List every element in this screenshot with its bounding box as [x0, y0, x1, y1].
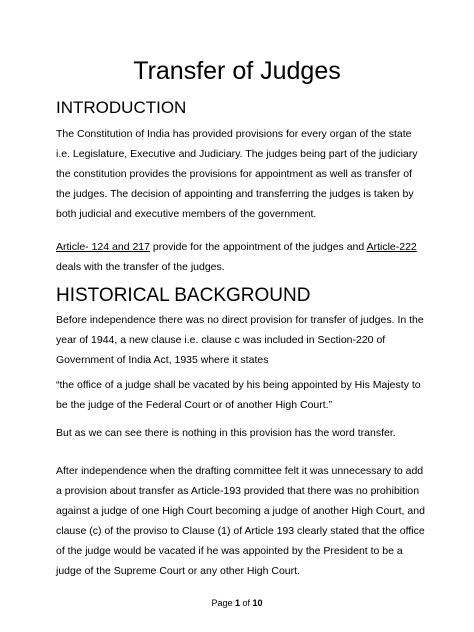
- introduction-paragraph: The Constitution of India has provided provisions for every organ of the state i.e. Legislature, Executive and Judiciary. The judges being part of the judiciary the constitution provides the provisions for appointment as well as transfer of the judges. The decision of appointing and transferring the judges is taken by both judicial and executive members of the government.: [56, 128, 418, 220]
- page-total: 10: [252, 598, 263, 608]
- historical-paragraph-1: Before independence there was no direct provision for transfer of judges. In the year of 1944, a new clause i.e. clause c was included in Section-220 of Government of India Act, 1935 where it states: [56, 314, 424, 366]
- historical-paragraph-4: After independence when the drafting committee felt it was unnecessary to add a provision about transfer as Article-193 provided that there was no prohibition against a judge of one High Court becoming a judge of another High Court, and clause (c) of the proviso to Clause (1) of Article 193 clearly stated that the office of the judge would be vacated if he was appointed by the President to be a judge of the Supreme Court or any other High Court.: [56, 465, 425, 577]
- page-footer: [0, 597, 474, 609]
- historical-background-heading: HISTORICAL BACKGROUND: [56, 285, 311, 306]
- page-current: 1: [234, 598, 240, 608]
- introduction-heading: INTRODUCTION: [56, 98, 187, 117]
- articles-text-2: deals with the transfer of the judges.: [56, 261, 225, 273]
- quote-paragraph: “the office of a judge shall be vacated by his being appointed by His Majesty to be the judge of the Federal Court or of another High Court.”: [56, 379, 421, 411]
- article-124-217-link[interactable]: Article- 124 and 217: [56, 241, 150, 253]
- articles-paragraph: [56, 237, 426, 277]
- page-label: Page: [211, 598, 235, 608]
- document-title: Transfer of Judges: [133, 57, 341, 85]
- articles-text-1: provide for the appointment of the judges and: [149, 241, 367, 253]
- historical-paragraph-3: But as we can see there is nothing in this provision has the word transfer.: [56, 427, 396, 439]
- of-label: of: [240, 598, 253, 608]
- article-222-link[interactable]: Article-222: [366, 241, 417, 253]
